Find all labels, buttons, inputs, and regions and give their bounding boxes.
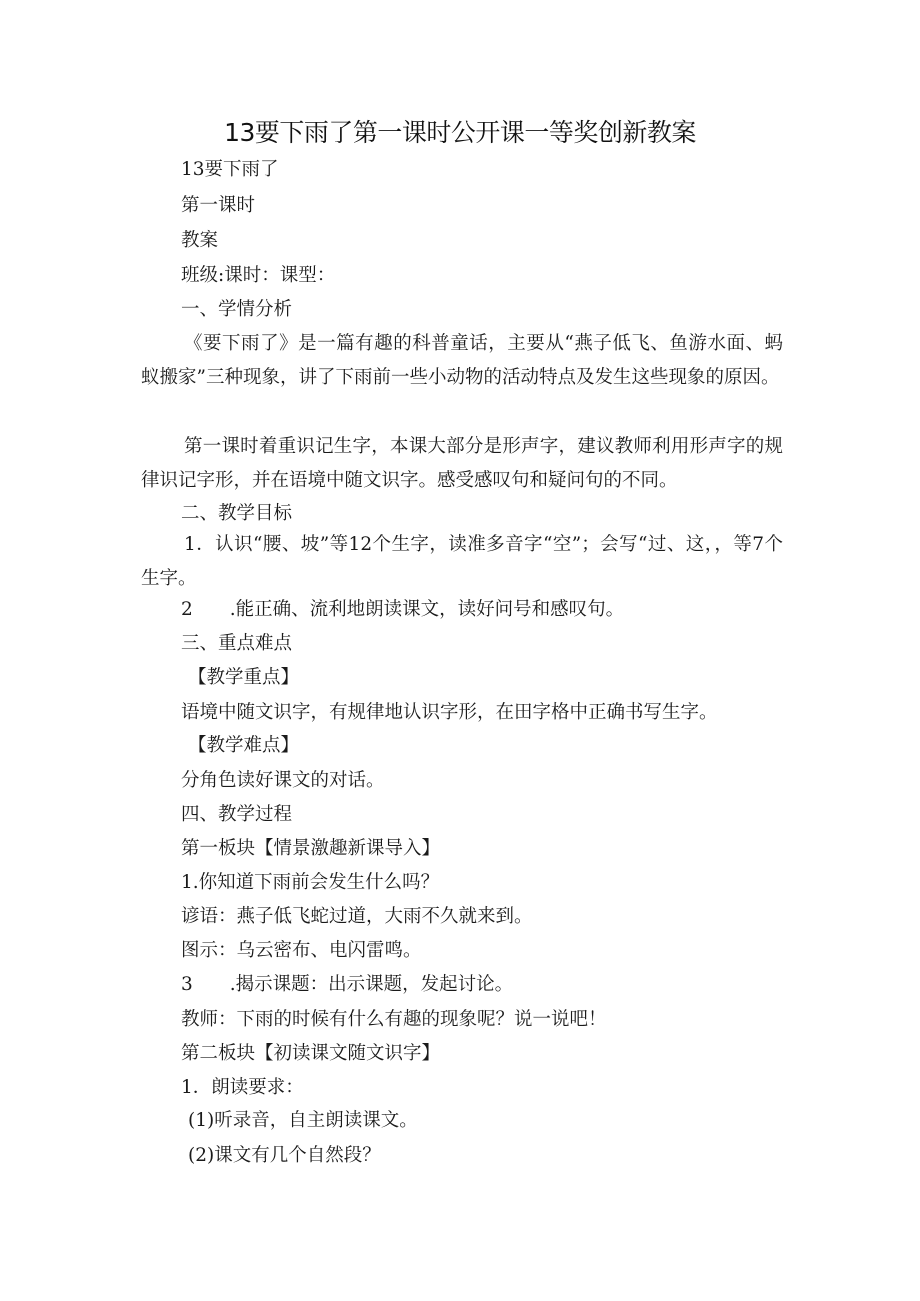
section-heading-process: 四、教学过程 — [181, 804, 293, 825]
goal-item-1: 1．认识“腰、坡”等12个生字，读准多音字“空”；会写“过、这，，等7个生字。 — [141, 534, 783, 589]
doc-type: 教案 — [181, 230, 219, 251]
block-1-proverb: 谚语：燕子低飞蛇过道，大雨不久就来到。 — [181, 906, 533, 927]
block-1-question: 1.你知道下雨前会发生什么吗？ — [181, 872, 440, 893]
block-1-title: 第一板块【情景激趣新课导入】 — [181, 838, 441, 859]
class-info: 班级:课时：课型： — [181, 265, 336, 286]
block-2-title: 第二板块【初读课文随文识字】 — [181, 1043, 441, 1064]
block-2-requirement-2: (2)课文有几个自然段？ — [188, 1145, 381, 1166]
block-1-step-3: 3 .揭示课题：出示课题，发起讨论。 — [181, 974, 514, 995]
key-point-text: 语境中随文识字，有规律地认识字形，在田字格中正确书写生字。 — [181, 702, 718, 723]
lesson-name: 13要下雨了 — [181, 159, 279, 180]
difficulty-label: 【教学难点】 — [188, 735, 300, 756]
key-point-label: 【教学重点】 — [188, 667, 300, 688]
section-heading-key-points: 三、重点难点 — [181, 633, 293, 654]
block-2-requirements: 1．朗读要求： — [181, 1077, 304, 1098]
lesson-period: 第一课时 — [181, 195, 256, 216]
block-1-picture: 图示：乌云密布、电闪雷鸣。 — [181, 940, 422, 961]
goal-item-2: 2 .能正确、流利地朗读课文，读好问号和感叹句。 — [181, 599, 625, 620]
block-1-teacher: 教师：下雨的时候有什么有趣的现象呢？说一说吧！ — [181, 1009, 607, 1030]
paragraph-analysis-1: 《要下雨了》是一篇有趣的科普童话，主要从“燕子低飞、鱼游水面、蚂蚁搬家”三种现象，讲了下雨前一些小动物的活动特点及发生这些现象的原因。 — [141, 333, 783, 388]
document-title: 13要下雨了第一课时公开课一等奖创新教案 — [224, 118, 696, 147]
difficulty-text: 分角色读好课文的对话。 — [181, 770, 385, 791]
section-heading-analysis: 一、学情分析 — [181, 299, 293, 320]
section-heading-goals: 二、教学目标 — [181, 503, 293, 524]
paragraph-analysis-2: 第一课时着重识记生字，本课大部分是形声字，建议教师利用形声字的规律识记字形，并在语境中随文识字。感受感叹句和疑问句的不同。 — [141, 436, 783, 491]
block-2-requirement-1: (1)听录音，自主朗读课文。 — [188, 1110, 418, 1131]
